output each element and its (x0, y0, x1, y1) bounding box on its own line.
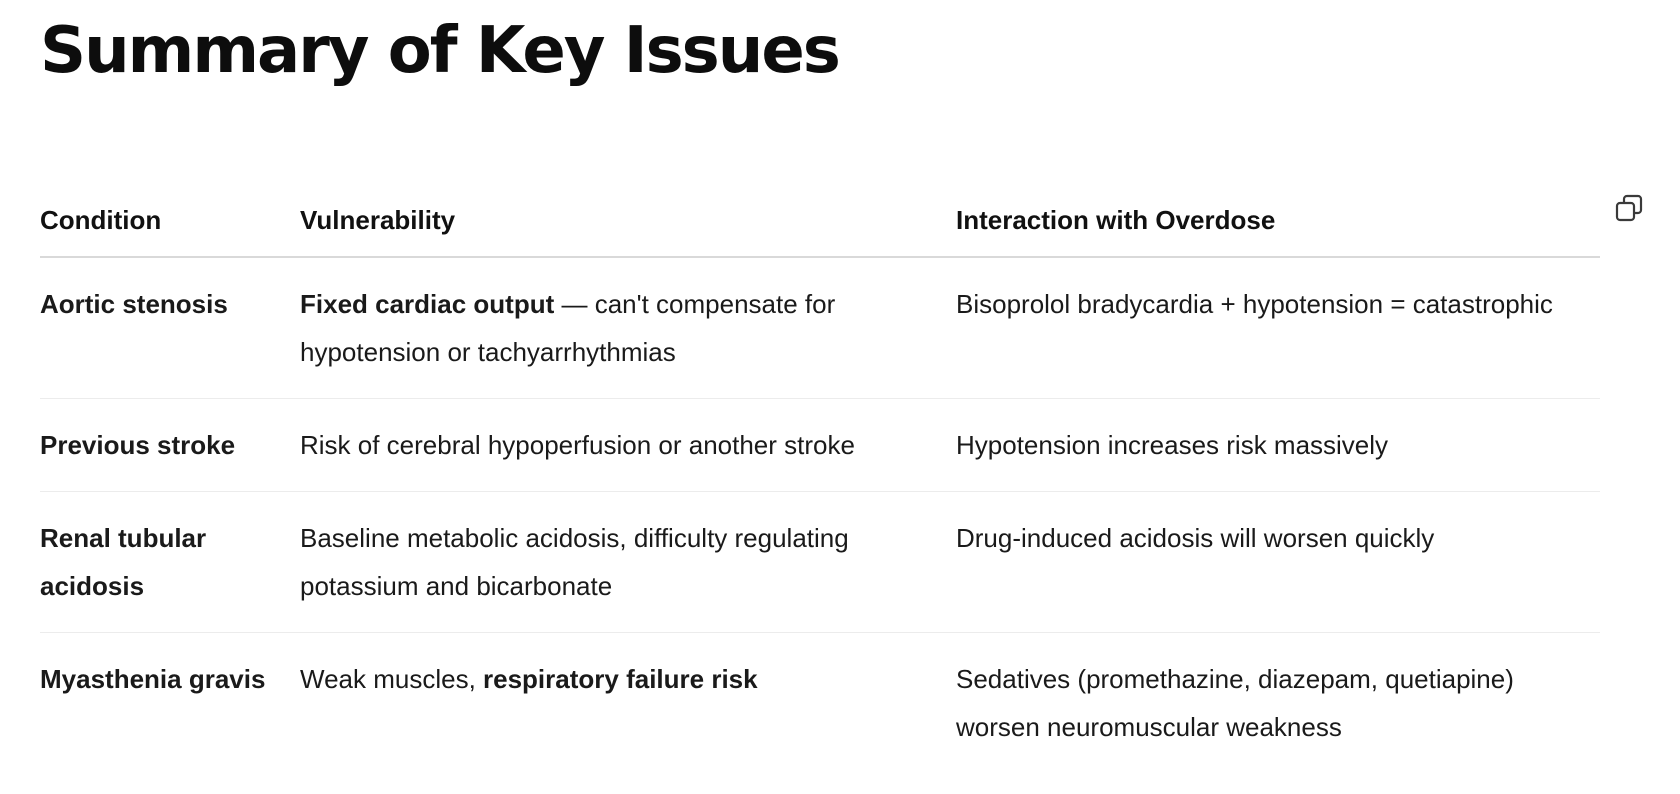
interaction-cell: Drug-induced acidosis will worsen quickly (956, 492, 1600, 633)
header-interaction: Interaction with Overdose (956, 190, 1600, 257)
vulnerability-emphasis: Fixed cardiac output (300, 289, 555, 319)
table-row (40, 257, 1600, 399)
vulnerability-text: Weak muscles, (300, 664, 484, 694)
page-title: Summary of Key Issues (40, 14, 839, 88)
vulnerability-cell: Risk of cerebral hypoperfusion or another stroke (300, 399, 956, 492)
vulnerability-text: — can't compensate for hypotension or tachyarrhythmias (300, 289, 836, 367)
header-condition: Condition (40, 190, 300, 257)
table-row (40, 399, 1600, 492)
vulnerability-cell: Baseline metabolic acidosis, difficulty regulating potassium and bicarbonate (300, 492, 956, 633)
vulnerability-emphasis: respiratory failure risk (483, 664, 758, 694)
condition-cell: Aortic stenosis (40, 257, 300, 399)
header-vulnerability: Vulnerability (300, 190, 956, 257)
vulnerability-cell (300, 633, 956, 774)
condition-cell: Renal tubular acidosis (40, 492, 300, 633)
condition-cell: Myasthenia gravis (40, 664, 266, 694)
vulnerability-cell (300, 257, 956, 399)
summary-table (40, 190, 1600, 773)
interaction-cell: Bisoprolol bradycardia + hypotension = catastrophic (956, 257, 1600, 399)
copy-table-button[interactable] (1612, 192, 1646, 226)
table-header-row (40, 190, 1600, 257)
interaction-cell: Sedatives (promethazine, diazepam, quetiapine) worsen neuromuscular weakness (956, 664, 1514, 742)
condition-cell: Previous stroke (40, 399, 300, 492)
interaction-cell: Hypotension increases risk massively (956, 399, 1600, 492)
table-row (40, 492, 1600, 633)
copy-icon (1614, 194, 1644, 224)
table-row (40, 633, 1600, 774)
